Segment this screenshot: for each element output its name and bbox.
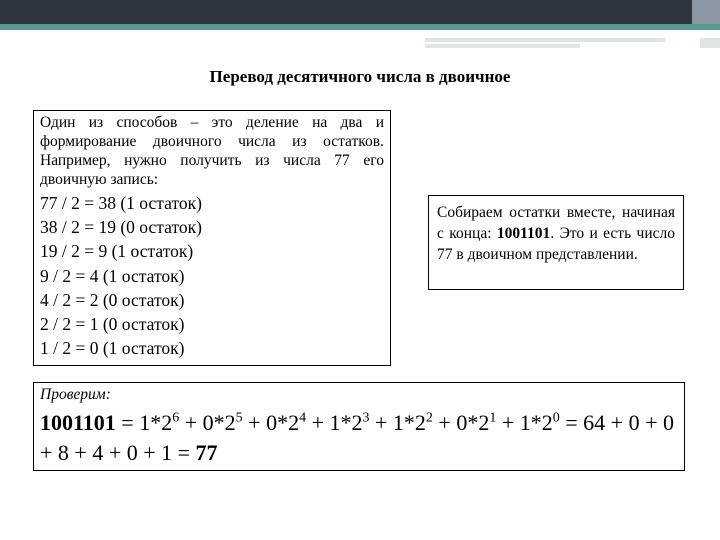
division-step: 9 / 2 = 4 (1 остаток) [40, 265, 185, 286]
sum-expression: = 64 + 0 + 0 + 8 + 4 + 0 + 1 = [40, 410, 674, 465]
plus-sign: + [179, 410, 203, 435]
division-step: 38 / 2 = 19 (0 остаток) [40, 217, 202, 238]
check-label: Проверим: [40, 386, 111, 403]
division-step: 1 / 2 = 0 (1 остаток) [40, 338, 185, 359]
equals-sign: = [115, 410, 140, 435]
division-step: 77 / 2 = 38 (1 остаток) [40, 193, 202, 213]
binary-number: 1001101 [40, 410, 116, 435]
power-term: $1*2^3$ [329, 410, 370, 435]
plus-sign: + [369, 410, 393, 435]
check-formula [40, 408, 678, 468]
slide-header-accent [692, 0, 720, 24]
result-text [437, 202, 675, 265]
power-term: $0*2^5$ [202, 410, 243, 435]
power-term: $0*2^1$ [456, 410, 497, 435]
division-method-box [33, 110, 391, 366]
power-term: $0*2^4$ [266, 410, 307, 435]
slide-header-line [0, 24, 720, 30]
plus-sign: + [496, 410, 520, 435]
plus-sign: + [306, 410, 330, 435]
final-result: 77 [195, 440, 218, 465]
power-term: $1*2^0$ [519, 410, 560, 435]
result-box [428, 195, 684, 290]
slide-title: Перевод десятичного числа в двоичное [209, 67, 511, 86]
power-term: $1*2^6$ [139, 410, 180, 435]
check-box [33, 382, 685, 471]
division-step: 19 / 2 = 9 (1 остаток) [40, 241, 194, 262]
decor-stripe [425, 38, 665, 42]
decor-stripe [425, 44, 580, 48]
decor-stripe [700, 38, 720, 48]
result-text-after: . Это и есть число 77 в двоичном представлении. [437, 225, 675, 263]
plus-sign: + [242, 410, 267, 435]
power-term: $1*2^2$ [392, 410, 433, 435]
result-text-before: Собираем остатки вместе, начиная с конца: [437, 204, 675, 242]
plus-sign: + [432, 410, 457, 435]
method-intro: Один из способов – это деление на два и формирование двоичного числа из остатков. Например, нужно получить из числа 77 его двоичную запись: [40, 114, 384, 188]
division-steps [40, 191, 384, 360]
division-step: 4 / 2 = 2 (0 остаток) [40, 289, 185, 310]
binary-result: 1001101 [496, 225, 551, 242]
division-step: 2 / 2 = 1 (0 остаток) [40, 314, 185, 335]
slide-header-bar [0, 0, 720, 24]
